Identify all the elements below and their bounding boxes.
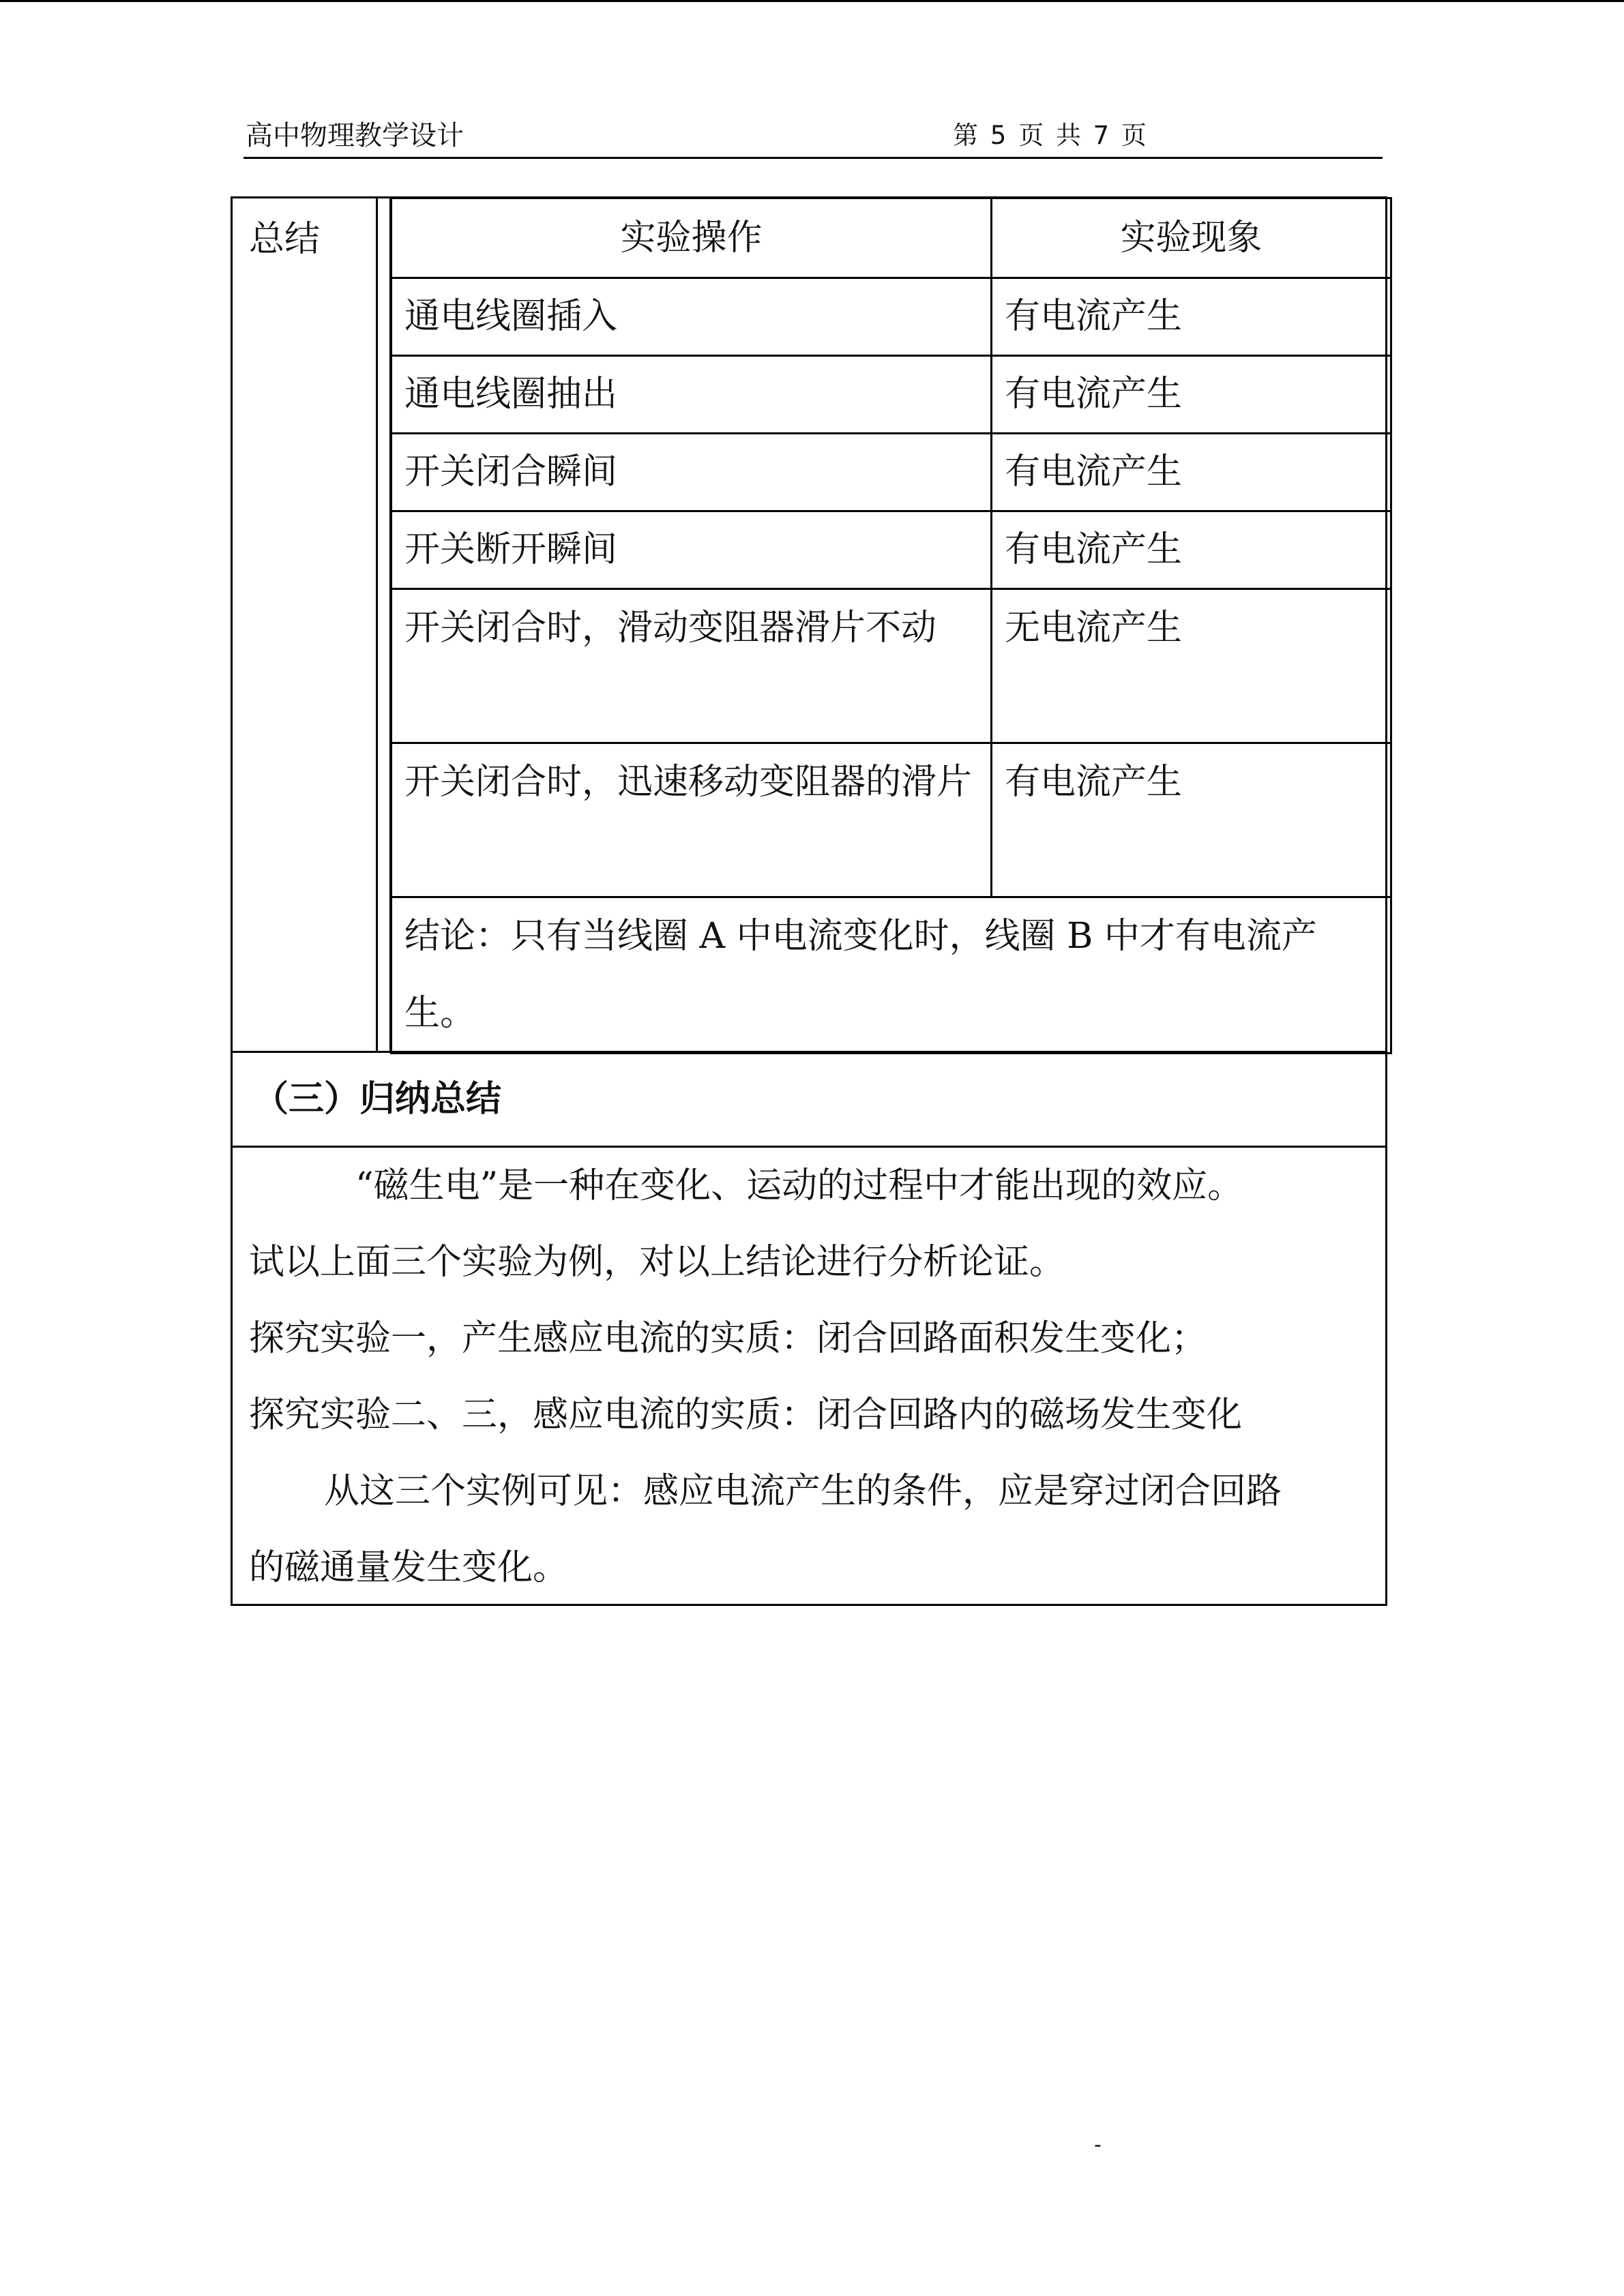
operation-cell: 开关断开瞬间 <box>392 511 992 589</box>
phenomenon-cell: 有电流产生 <box>992 356 1391 434</box>
summary-label: 总结 <box>249 219 321 260</box>
conclusion-row <box>392 897 1391 1054</box>
divider-line <box>376 198 378 1051</box>
operation-cell: 开关闭合时，迅速移动变阻器的滑片 <box>392 743 992 897</box>
phenomenon-cell: 有电流产生 <box>992 278 1391 356</box>
table-header-row <box>392 198 1391 278</box>
top-border <box>0 0 1624 2</box>
table-row <box>392 356 1391 434</box>
paragraph: 试以上面三个实验为例，对以上结论进行分析论证。 <box>249 1242 1065 1283</box>
conclusion-cell: 结论：只有当线圈 A 中电流变化时，线圈 B 中才有电流产生。 <box>392 897 1391 1054</box>
operation-cell: 通电线圈抽出 <box>392 356 992 434</box>
table-row <box>392 511 1391 589</box>
section-title: （三）归纳总结 <box>253 1078 502 1120</box>
section-body <box>249 1148 1374 1606</box>
phenomenon-cell: 无电流产生 <box>992 589 1391 743</box>
page-header <box>243 119 1383 159</box>
page-number: 第 5 页 共 7 页 <box>953 121 1147 150</box>
table-row <box>392 278 1391 356</box>
section-header <box>233 1051 1385 1148</box>
experiment-table <box>390 197 1392 1054</box>
paragraph: 探究实验二、三，感应电流的实质：闭合回路内的磁场发生变化 <box>249 1395 1243 1435</box>
phenomenon-cell: 有电流产生 <box>992 434 1391 511</box>
column-header-phenomenon: 实验现象 <box>992 198 1391 278</box>
column-header-operation: 实验操作 <box>392 198 992 278</box>
lesson-table <box>231 196 1387 1606</box>
paragraph: “磁生电”是一种在变化、运动的过程中才能出现的效应。 <box>355 1165 1243 1206</box>
table-row <box>392 589 1391 743</box>
paragraph: 从这三个实例可见：感应电流产生的条件，应是穿过闭合回路 <box>324 1471 1282 1512</box>
table-row <box>392 743 1391 897</box>
operation-cell: 通电线圈插入 <box>392 278 992 356</box>
operation-cell: 开关闭合瞬间 <box>392 434 992 511</box>
paragraph: 的磁通量发生变化。 <box>249 1547 569 1588</box>
operation-cell: 开关闭合时，滑动变阻器滑片不动 <box>392 589 992 743</box>
phenomenon-cell: 有电流产生 <box>992 743 1391 897</box>
table-row <box>392 434 1391 511</box>
paragraph: 探究实验一，产生感应电流的实质：闭合回路面积发生变化； <box>249 1318 1207 1359</box>
phenomenon-cell: 有电流产生 <box>992 511 1391 589</box>
footer-mark: - <box>1094 2133 1102 2157</box>
header-title: 高中物理教学设计 <box>246 120 464 151</box>
